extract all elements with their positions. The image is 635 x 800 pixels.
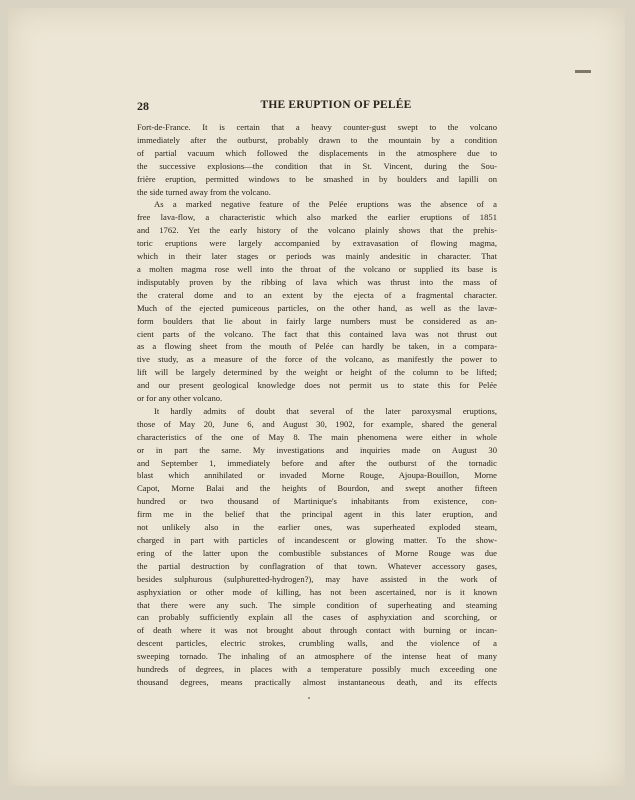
- text-line: can probably sufficiently explain all the cases of asphyxiation and scorching, or: [137, 612, 497, 623]
- text-line: and our present geological knowledge does not permit us to state this for Pelée: [137, 380, 497, 391]
- corner-mark: [575, 70, 591, 73]
- text-line: the partial destruction by conflagration of that town. Whatever accessory gases,: [137, 560, 497, 571]
- text-line: descent particles, electric strokes, crumbling walls, and the violence of a: [137, 638, 497, 649]
- page-number: 28: [137, 99, 149, 113]
- text-line: charged in part with particles of incandescent or glowing matter. To the show-: [137, 535, 497, 545]
- text-line: the successive explosions—the condition that in St. Vincent, during the Sou-: [137, 160, 497, 171]
- text-line: of death where it was not brought about through contact with burning or incan-: [137, 625, 497, 636]
- text-line: that there were any such. The simple condition of superheating and steaming: [137, 599, 497, 610]
- text-line: Capot, Morne Balai and the heights of Bourdon, and swept another fifteen: [137, 483, 497, 494]
- text-line: hundred or two thousand of Martinique's inhabitants from existence, con-: [137, 496, 497, 507]
- text-line: indisputably proven by the ribbing of lava which was thrust into the mass of: [137, 276, 497, 287]
- text-line: or for any other volcano.: [137, 393, 223, 404]
- paper-speck: [308, 697, 310, 699]
- text-line: toric eruptions were largely accompanied by extravasation of flowing magma,: [137, 238, 497, 249]
- body-text: [137, 121, 497, 689]
- text-line: and September 1, immediately before and after the outburst of the tornadic: [137, 457, 497, 468]
- text-line: characteristics of the one of May 8. The main phenomena were either in whole: [137, 431, 497, 442]
- text-line: as a flowing sheet from the mouth of Pelée can hardly be taken, in a compara-: [137, 341, 497, 352]
- text-line: form boulders that lie about in fairly large numbers must be considered as an-: [137, 315, 497, 326]
- text-line: firm me in the belief that the principal agent in this later eruption, and: [137, 509, 497, 520]
- text-line: thousand degrees, means practically almost instantaneous death, and its effects: [137, 676, 497, 687]
- text-line: a molten magma rose well into the throat of the volcano or supplied its base is: [137, 263, 497, 274]
- text-line: not unlikely also in the earlier ones, was superheated exploded steam,: [137, 522, 497, 533]
- text-line: frière eruption, permitted windows to be smashed in by boulders and lapilli on: [137, 173, 497, 184]
- text-line: asphyxiation or other mode of killing, has not been ascertained, nor is it known: [137, 586, 497, 597]
- text-line: of partial vacuum which followed the displacements in the atmosphere due to: [137, 147, 497, 158]
- text-line: Fort-de-France. It is certain that a heavy counter-gust swept to the volcano: [137, 122, 497, 132]
- text-line: free lava-flow, a characteristic which also marked the earlier eruptions of 1851: [137, 212, 497, 223]
- text-line: the crateral dome and to an extent by the ejecta of a fragmental character.: [137, 289, 497, 300]
- text-line: or in part the same. My investigations and inquiries made on August 30: [137, 444, 497, 455]
- text-line: Much of the ejected pumiceous particles, on the other hand, as well as the lavæ-: [137, 302, 497, 313]
- text-line: the side turned away from the volcano.: [137, 186, 271, 197]
- text-line: ering of the latter upon the combustible substances of Morne Rouge was due: [137, 547, 497, 558]
- text-line: immediately after the outburst, probably drawn to the mountain by a condition: [137, 134, 497, 145]
- text-line: blast which annihilated or invaded Morne Rouge, Ajoupa-Bouillon, Morne: [137, 470, 497, 481]
- text-line: and 1762. Yet the early history of the volcano plainly shows that the prehis-: [137, 225, 497, 236]
- running-head: THE ERUPTION OF PELÉE: [260, 99, 412, 111]
- text-line: It hardly admits of doubt that several of the later paroxysmal eruptions,: [154, 405, 497, 416]
- text-line: besides sulphurous (sulphuretted-hydrogen?), may have assisted in the work of: [137, 573, 497, 584]
- text-line: lift will be largely determined by the weight or height of the column to be lifted;: [137, 367, 497, 378]
- page-header: [137, 99, 497, 115]
- text-line: sweeping tornado. The inhaling of an atmosphere of the intense heat of many: [137, 651, 497, 662]
- text-line: hundreds of degrees, in places with a temperature possibly much exceeding one: [137, 664, 497, 675]
- text-line: those of May 20, June 6, and August 30, 1902, for example, shared the general: [137, 418, 497, 429]
- text-line: As a marked negative feature of the Pelée eruptions was the absence of a: [154, 199, 497, 210]
- text-line: cient parts of the volcano. The fact that this contained lava was not thrust out: [137, 328, 497, 339]
- text-line: which in their later stages or periods was mainly andesitic in character. That: [137, 251, 497, 262]
- text-line: tive study, as a measure of the force of the volcano, as manifestly the power to: [137, 354, 497, 365]
